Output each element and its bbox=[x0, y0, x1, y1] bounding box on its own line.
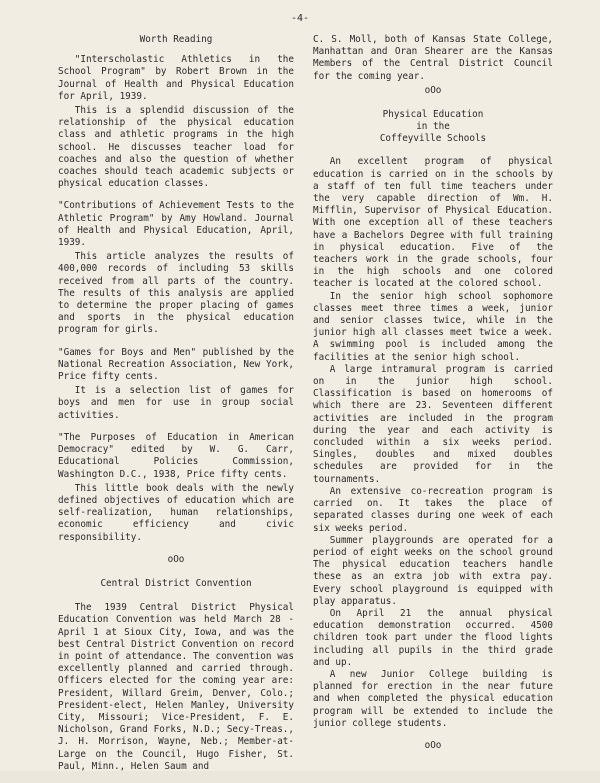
council-members-paragraph: C. S. Moll, both of Kansas State College, Manhattan and Oran Shearer are the Kansas Members of the Central District Council for the coming year. bbox=[313, 34, 553, 82]
worth-reading-heading: Worth Reading bbox=[139, 34, 213, 45]
article-summary-1: This is a splendid discussion of the relationship of the physical education class and athletic programs in the high school. He discusses teacher load for coaches and also the question of whether coaches should teach academic subjects or physical education classes. bbox=[58, 105, 294, 190]
article-summary-3: It is a selection list of games for boys and men for use in group social activities. bbox=[58, 385, 294, 421]
intramural-paragraph: A large intramural program is carried on in the junior high school. Classification is based on homerooms of which there are 23. Seventeen different activities are included in the program during the year and each activity is concluded within a six weeks period. Singles, doubles and mixed doubles schedules are provided for in the tournaments. bbox=[313, 363, 553, 485]
section-separator: oOo bbox=[424, 84, 442, 96]
page-number: -4- bbox=[290, 13, 310, 24]
demonstration-paragraph: On April 21 the annual physical education demonstration occurred. 4500 children took part under the flood lights including all pupils in the third grade and up. bbox=[313, 607, 553, 668]
program-paragraph: An excellent program of physical education is carried on in the schools by a staff of ten full time teachers under the very capable direction of Wm. H. Mifflin, Supervisor of Physical Education. With one exception all of these teachers have a Bachelors Degree with full training in physical education. Five of the teachers work in the grade schools, four in the high schools and one colored teacher is located at the colored school. bbox=[313, 156, 553, 290]
article-summary-2: This article analyzes the results of 400,000 records of including 53 skills received from all parts of the country. The results of this analysis are applied to determine the proper placing of games and sports in the physical education program for girls. bbox=[58, 251, 294, 336]
right-column bbox=[313, 34, 553, 764]
article-citation-3: "Games for Boys and Men" published by the National Recreation Association, New York, Price fifty cents. bbox=[58, 346, 294, 383]
junior-college-paragraph: A new Junior College building is planned for erection in the near future and when completed the physical education program will be extended to include the junior college students. bbox=[313, 668, 553, 729]
convention-paragraph: The 1939 Central District Physical Education Convention was held March 28 - April 1 at Sioux City, Iowa, and was the best Central District Convention on record in point of attendance. The convention was excellently planned and carried through. Officers elected for the coming year are: President, Willard Greim, Denver, Colo.; President-elect, Helen Manley, University City, Missouri; Vice-President, F. E. Nicholson, Grand Forks, N.D.; Secy-Treas., J. H. Morrison, Wayne, Neb.; Member-at-Large on the Council, Hugo Fisher, St. Paul, Minn., Helen Saum and bbox=[58, 602, 294, 772]
co-recreation-paragraph: An extensive co-recreation program is carried on. It takes the place of separated classes during one week of each six weeks period. bbox=[313, 485, 553, 534]
article-summary-4: This little book deals with the newly defined objectives of education which are self-realization, human relationships, economic efficiency and civic responsibility. bbox=[58, 482, 294, 543]
heading-line-1: Physical Education bbox=[382, 109, 484, 121]
coffeyville-heading bbox=[313, 109, 553, 144]
article-citation-2: "Contributions of Achievement Tests to the Athletic Program" by Amy Howland. Journal of Health and Physical Education, April, 1939. bbox=[58, 200, 294, 249]
article-citation-1: "Interscholastic Athletics in the School Program" by Robert Brown in the Journal of Health and Physical Education for April, 1939. bbox=[58, 54, 294, 102]
heading-line-2: in the bbox=[416, 120, 450, 132]
class-schedule-paragraph: In the senior high school sophomore classes meet three times a week, junior and senior classes twice, while in the junior high all classes meet twice a week. A swimming pool is included among the facilities at the senior high school. bbox=[313, 290, 553, 363]
section-separator: oOo bbox=[424, 739, 442, 751]
left-column bbox=[58, 34, 294, 783]
article-citation-4: "The Purposes of Education in American Democracy" edited by W. G. Carr, Educational Policies Commission, Washington D.C., 1938, Price fifty cents. bbox=[58, 431, 294, 480]
heading-line-3: Coffeyville Schools bbox=[379, 132, 487, 144]
section-separator: oOo bbox=[167, 553, 185, 565]
playgrounds-paragraph: Summer playgrounds are operated for a period of eight weeks on the school ground The physical education teachers handle these as an extra job with extra pay. Every school playground is equipped with play apparatus. bbox=[313, 534, 553, 607]
convention-heading: Central District Convention bbox=[100, 577, 252, 589]
